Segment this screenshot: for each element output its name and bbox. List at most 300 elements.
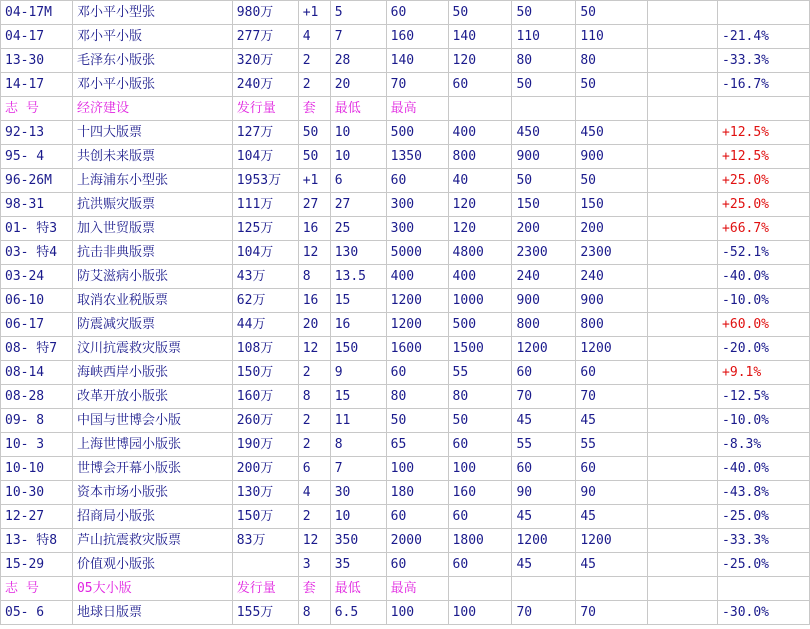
high-price-cell: 300 — [386, 193, 448, 217]
low-price-cell: 6.5 — [330, 601, 386, 625]
price-a-cell: 60 — [448, 433, 512, 457]
issue-quantity-cell: 108万 — [232, 337, 298, 361]
issue-quantity-cell: 62万 — [232, 289, 298, 313]
stamp-id-cell: 01- 特3 — [1, 217, 73, 241]
low-price-cell: 10 — [330, 505, 386, 529]
price-a-cell: 140 — [448, 25, 512, 49]
table-body — [1, 1, 810, 625]
stamp-id-cell: 03- 特4 — [1, 241, 73, 265]
price-b-cell: 80 — [512, 49, 576, 73]
price-b-cell: 200 — [512, 217, 576, 241]
stamp-id-cell: 03-24 — [1, 265, 73, 289]
stamp-id-cell: 98-31 — [1, 193, 73, 217]
set-count-cell: 8 — [298, 385, 330, 409]
name-cell: 邓小平小版 — [72, 25, 232, 49]
change-pct-cell: -33.3% — [718, 49, 810, 73]
section-header-row — [1, 577, 810, 601]
price-b-cell: 45 — [512, 505, 576, 529]
price-c-cell — [576, 577, 648, 601]
high-price-cell: 80 — [386, 385, 448, 409]
blank-cell — [648, 265, 718, 289]
low-price-cell: 16 — [330, 313, 386, 337]
price-b-cell: 50 — [512, 73, 576, 97]
issue-quantity-cell: 1953万 — [232, 169, 298, 193]
table-row — [1, 337, 810, 361]
low-price-cell: 150 — [330, 337, 386, 361]
price-a-cell: 400 — [448, 121, 512, 145]
price-a-cell: 160 — [448, 481, 512, 505]
issue-quantity-cell: 190万 — [232, 433, 298, 457]
name-cell: 中国与世博会小版 — [72, 409, 232, 433]
issue-quantity-cell: 发行量 — [232, 97, 298, 121]
price-b-cell: 800 — [512, 313, 576, 337]
price-c-cell: 150 — [576, 193, 648, 217]
change-pct-cell: -43.8% — [718, 481, 810, 505]
high-price-cell: 1200 — [386, 289, 448, 313]
price-b-cell: 60 — [512, 457, 576, 481]
change-pct-cell: -40.0% — [718, 457, 810, 481]
issue-quantity-cell: 125万 — [232, 217, 298, 241]
name-cell: 资本市场小版张 — [72, 481, 232, 505]
price-c-cell: 50 — [576, 1, 648, 25]
set-count-cell: 6 — [298, 457, 330, 481]
name-cell: 05大小版 — [72, 577, 232, 601]
stamp-id-cell: 06-10 — [1, 289, 73, 313]
stamp-id-cell: 10- 3 — [1, 433, 73, 457]
issue-quantity-cell: 43万 — [232, 265, 298, 289]
low-price-cell: 10 — [330, 121, 386, 145]
price-a-cell: 120 — [448, 217, 512, 241]
blank-cell — [648, 121, 718, 145]
price-a-cell: 500 — [448, 313, 512, 337]
blank-cell — [648, 97, 718, 121]
table-row — [1, 49, 810, 73]
price-c-cell: 800 — [576, 313, 648, 337]
price-a-cell: 80 — [448, 385, 512, 409]
blank-cell — [648, 553, 718, 577]
high-price-cell: 60 — [386, 553, 448, 577]
change-pct-cell: -16.7% — [718, 73, 810, 97]
set-count-cell: 套 — [298, 577, 330, 601]
name-cell: 邓小平小型张 — [72, 1, 232, 25]
high-price-cell: 60 — [386, 505, 448, 529]
issue-quantity-cell: 发行量 — [232, 577, 298, 601]
set-count-cell: +1 — [298, 1, 330, 25]
high-price-cell: 100 — [386, 601, 448, 625]
price-b-cell — [512, 97, 576, 121]
issue-quantity-cell: 155万 — [232, 601, 298, 625]
name-cell: 芦山抗震救灾版票 — [72, 529, 232, 553]
change-pct-cell: +12.5% — [718, 145, 810, 169]
name-cell: 上海世博园小版张 — [72, 433, 232, 457]
name-cell: 共创未来版票 — [72, 145, 232, 169]
blank-cell — [648, 433, 718, 457]
blank-cell — [648, 601, 718, 625]
blank-cell — [648, 505, 718, 529]
change-pct-cell: +25.0% — [718, 193, 810, 217]
name-cell: 海峡西岸小版张 — [72, 361, 232, 385]
stamp-id-cell: 04-17M — [1, 1, 73, 25]
set-count-cell: 20 — [298, 313, 330, 337]
set-count-cell: 50 — [298, 145, 330, 169]
change-pct-cell — [718, 97, 810, 121]
price-a-cell: 4800 — [448, 241, 512, 265]
price-b-cell: 150 — [512, 193, 576, 217]
price-b-cell: 50 — [512, 169, 576, 193]
price-a-cell: 60 — [448, 73, 512, 97]
low-price-cell: 8 — [330, 433, 386, 457]
change-pct-cell: -25.0% — [718, 553, 810, 577]
price-a-cell: 1800 — [448, 529, 512, 553]
set-count-cell: 8 — [298, 265, 330, 289]
issue-quantity-cell: 83万 — [232, 529, 298, 553]
blank-cell — [648, 169, 718, 193]
price-c-cell: 1200 — [576, 529, 648, 553]
low-price-cell: 13.5 — [330, 265, 386, 289]
name-cell: 世博会开幕小版张 — [72, 457, 232, 481]
blank-cell — [648, 25, 718, 49]
high-price-cell: 1350 — [386, 145, 448, 169]
table-row — [1, 505, 810, 529]
blank-cell — [648, 217, 718, 241]
price-c-cell: 60 — [576, 457, 648, 481]
low-price-cell: 30 — [330, 481, 386, 505]
table-row — [1, 193, 810, 217]
blank-cell — [648, 313, 718, 337]
table-row — [1, 169, 810, 193]
stamp-id-cell: 06-17 — [1, 313, 73, 337]
change-pct-cell: -25.0% — [718, 505, 810, 529]
blank-cell — [648, 409, 718, 433]
set-count-cell: 27 — [298, 193, 330, 217]
stamp-id-cell: 志 号 — [1, 577, 73, 601]
set-count-cell: 4 — [298, 481, 330, 505]
name-cell: 加入世贸版票 — [72, 217, 232, 241]
issue-quantity-cell: 104万 — [232, 145, 298, 169]
name-cell: 取消农业税版票 — [72, 289, 232, 313]
low-price-cell: 15 — [330, 385, 386, 409]
stamp-id-cell: 08- 特7 — [1, 337, 73, 361]
price-c-cell: 60 — [576, 361, 648, 385]
name-cell: 十四大版票 — [72, 121, 232, 145]
name-cell: 经济建设 — [72, 97, 232, 121]
stamp-id-cell: 13-30 — [1, 49, 73, 73]
high-price-cell: 1200 — [386, 313, 448, 337]
change-pct-cell: -21.4% — [718, 25, 810, 49]
issue-quantity-cell: 44万 — [232, 313, 298, 337]
price-b-cell: 55 — [512, 433, 576, 457]
issue-quantity-cell: 150万 — [232, 361, 298, 385]
blank-cell — [648, 457, 718, 481]
change-pct-cell: -30.0% — [718, 601, 810, 625]
table-row — [1, 457, 810, 481]
price-b-cell: 2300 — [512, 241, 576, 265]
change-pct-cell: +25.0% — [718, 169, 810, 193]
name-cell: 汶川抗震救灾版票 — [72, 337, 232, 361]
name-cell: 抗击非典版票 — [72, 241, 232, 265]
set-count-cell: 套 — [298, 97, 330, 121]
set-count-cell: 12 — [298, 241, 330, 265]
low-price-cell: 9 — [330, 361, 386, 385]
low-price-cell: 最低 — [330, 577, 386, 601]
price-c-cell: 80 — [576, 49, 648, 73]
stamp-id-cell: 10-10 — [1, 457, 73, 481]
issue-quantity-cell: 111万 — [232, 193, 298, 217]
set-count-cell: 16 — [298, 289, 330, 313]
set-count-cell: 2 — [298, 433, 330, 457]
blank-cell — [648, 1, 718, 25]
blank-cell — [648, 193, 718, 217]
change-pct-cell: -33.3% — [718, 529, 810, 553]
change-pct-cell — [718, 1, 810, 25]
name-cell: 招商局小版张 — [72, 505, 232, 529]
name-cell: 抗洪赈灾版票 — [72, 193, 232, 217]
table-row — [1, 433, 810, 457]
name-cell: 上海浦东小型张 — [72, 169, 232, 193]
stamp-id-cell: 08-14 — [1, 361, 73, 385]
price-b-cell: 70 — [512, 601, 576, 625]
price-c-cell: 200 — [576, 217, 648, 241]
high-price-cell: 65 — [386, 433, 448, 457]
blank-cell — [648, 361, 718, 385]
change-pct-cell: -10.0% — [718, 409, 810, 433]
change-pct-cell: +12.5% — [718, 121, 810, 145]
name-cell: 防艾滋病小版张 — [72, 265, 232, 289]
price-c-cell: 900 — [576, 145, 648, 169]
price-c-cell: 450 — [576, 121, 648, 145]
price-a-cell — [448, 97, 512, 121]
table-row — [1, 25, 810, 49]
high-price-cell: 300 — [386, 217, 448, 241]
name-cell: 地球日版票 — [72, 601, 232, 625]
high-price-cell: 最高 — [386, 97, 448, 121]
stamp-id-cell: 志 号 — [1, 97, 73, 121]
set-count-cell: 2 — [298, 505, 330, 529]
blank-cell — [648, 385, 718, 409]
price-c-cell: 45 — [576, 409, 648, 433]
price-a-cell: 1000 — [448, 289, 512, 313]
name-cell: 防震减灾版票 — [72, 313, 232, 337]
set-count-cell: 4 — [298, 25, 330, 49]
low-price-cell: 25 — [330, 217, 386, 241]
set-count-cell: +1 — [298, 169, 330, 193]
price-a-cell: 800 — [448, 145, 512, 169]
price-a-cell: 50 — [448, 409, 512, 433]
table-row — [1, 73, 810, 97]
blank-cell — [648, 73, 718, 97]
blank-cell — [648, 49, 718, 73]
issue-quantity-cell — [232, 553, 298, 577]
high-price-cell: 70 — [386, 73, 448, 97]
price-c-cell: 900 — [576, 289, 648, 313]
high-price-cell: 180 — [386, 481, 448, 505]
table-row — [1, 481, 810, 505]
set-count-cell: 12 — [298, 529, 330, 553]
low-price-cell: 35 — [330, 553, 386, 577]
name-cell: 改革开放小版张 — [72, 385, 232, 409]
section-header-row — [1, 97, 810, 121]
stamp-id-cell: 13- 特8 — [1, 529, 73, 553]
blank-cell — [648, 337, 718, 361]
low-price-cell: 最低 — [330, 97, 386, 121]
price-c-cell: 45 — [576, 505, 648, 529]
price-c-cell: 70 — [576, 601, 648, 625]
high-price-cell: 100 — [386, 457, 448, 481]
price-c-cell: 70 — [576, 385, 648, 409]
price-c-cell: 50 — [576, 73, 648, 97]
change-pct-cell: -20.0% — [718, 337, 810, 361]
set-count-cell: 2 — [298, 409, 330, 433]
low-price-cell: 7 — [330, 457, 386, 481]
price-c-cell: 90 — [576, 481, 648, 505]
low-price-cell: 10 — [330, 145, 386, 169]
price-b-cell: 1200 — [512, 529, 576, 553]
issue-quantity-cell: 160万 — [232, 385, 298, 409]
price-c-cell: 50 — [576, 169, 648, 193]
price-a-cell: 60 — [448, 553, 512, 577]
table-row — [1, 1, 810, 25]
name-cell: 毛泽东小版张 — [72, 49, 232, 73]
low-price-cell: 28 — [330, 49, 386, 73]
blank-cell — [648, 241, 718, 265]
price-c-cell: 240 — [576, 265, 648, 289]
price-a-cell: 100 — [448, 457, 512, 481]
stamp-id-cell: 95- 4 — [1, 145, 73, 169]
blank-cell — [648, 529, 718, 553]
high-price-cell: 60 — [386, 1, 448, 25]
issue-quantity-cell: 240万 — [232, 73, 298, 97]
price-a-cell: 100 — [448, 601, 512, 625]
high-price-cell: 2000 — [386, 529, 448, 553]
stamp-id-cell: 15-29 — [1, 553, 73, 577]
table-row — [1, 217, 810, 241]
high-price-cell: 50 — [386, 409, 448, 433]
low-price-cell: 20 — [330, 73, 386, 97]
stamp-id-cell: 10-30 — [1, 481, 73, 505]
stamp-id-cell: 08-28 — [1, 385, 73, 409]
price-c-cell: 55 — [576, 433, 648, 457]
high-price-cell: 最高 — [386, 577, 448, 601]
issue-quantity-cell: 104万 — [232, 241, 298, 265]
price-a-cell: 1500 — [448, 337, 512, 361]
set-count-cell: 2 — [298, 361, 330, 385]
table-row — [1, 121, 810, 145]
issue-quantity-cell: 277万 — [232, 25, 298, 49]
issue-quantity-cell: 260万 — [232, 409, 298, 433]
low-price-cell: 27 — [330, 193, 386, 217]
stamp-id-cell: 05- 6 — [1, 601, 73, 625]
table-row — [1, 289, 810, 313]
price-b-cell: 900 — [512, 289, 576, 313]
table-row — [1, 601, 810, 625]
change-pct-cell: +9.1% — [718, 361, 810, 385]
low-price-cell: 15 — [330, 289, 386, 313]
issue-quantity-cell: 320万 — [232, 49, 298, 73]
set-count-cell: 2 — [298, 49, 330, 73]
change-pct-cell: -8.3% — [718, 433, 810, 457]
set-count-cell: 3 — [298, 553, 330, 577]
stamp-id-cell: 96-26M — [1, 169, 73, 193]
price-b-cell: 450 — [512, 121, 576, 145]
price-a-cell: 50 — [448, 1, 512, 25]
price-b-cell: 45 — [512, 553, 576, 577]
change-pct-cell: -10.0% — [718, 289, 810, 313]
table-row — [1, 409, 810, 433]
high-price-cell: 5000 — [386, 241, 448, 265]
issue-quantity-cell: 127万 — [232, 121, 298, 145]
change-pct-cell: +60.0% — [718, 313, 810, 337]
price-b-cell — [512, 577, 576, 601]
low-price-cell: 5 — [330, 1, 386, 25]
issue-quantity-cell: 980万 — [232, 1, 298, 25]
high-price-cell: 160 — [386, 25, 448, 49]
price-c-cell: 110 — [576, 25, 648, 49]
price-c-cell — [576, 97, 648, 121]
blank-cell — [648, 481, 718, 505]
price-b-cell: 1200 — [512, 337, 576, 361]
table-row — [1, 361, 810, 385]
table-row — [1, 529, 810, 553]
low-price-cell: 6 — [330, 169, 386, 193]
stamp-id-cell: 12-27 — [1, 505, 73, 529]
issue-quantity-cell: 150万 — [232, 505, 298, 529]
stamp-id-cell: 04-17 — [1, 25, 73, 49]
high-price-cell: 500 — [386, 121, 448, 145]
stamp-id-cell: 92-13 — [1, 121, 73, 145]
name-cell: 价值观小版张 — [72, 553, 232, 577]
price-a-cell: 60 — [448, 505, 512, 529]
set-count-cell: 16 — [298, 217, 330, 241]
set-count-cell: 50 — [298, 121, 330, 145]
price-a-cell: 120 — [448, 193, 512, 217]
high-price-cell: 60 — [386, 361, 448, 385]
high-price-cell: 400 — [386, 265, 448, 289]
table-row — [1, 241, 810, 265]
change-pct-cell: -40.0% — [718, 265, 810, 289]
table-row — [1, 265, 810, 289]
price-b-cell: 50 — [512, 1, 576, 25]
stamp-id-cell: 09- 8 — [1, 409, 73, 433]
price-c-cell: 45 — [576, 553, 648, 577]
price-c-cell: 1200 — [576, 337, 648, 361]
price-b-cell: 900 — [512, 145, 576, 169]
change-pct-cell — [718, 577, 810, 601]
price-b-cell: 60 — [512, 361, 576, 385]
issue-quantity-cell: 130万 — [232, 481, 298, 505]
low-price-cell: 130 — [330, 241, 386, 265]
price-b-cell: 45 — [512, 409, 576, 433]
price-a-cell: 55 — [448, 361, 512, 385]
issue-quantity-cell: 200万 — [232, 457, 298, 481]
stamp-id-cell: 14-17 — [1, 73, 73, 97]
price-a-cell: 40 — [448, 169, 512, 193]
change-pct-cell: -12.5% — [718, 385, 810, 409]
table-row — [1, 553, 810, 577]
price-a-cell: 120 — [448, 49, 512, 73]
price-c-cell: 2300 — [576, 241, 648, 265]
low-price-cell: 7 — [330, 25, 386, 49]
low-price-cell: 11 — [330, 409, 386, 433]
table-row — [1, 385, 810, 409]
blank-cell — [648, 145, 718, 169]
low-price-cell: 350 — [330, 529, 386, 553]
table-row — [1, 145, 810, 169]
high-price-cell: 60 — [386, 169, 448, 193]
high-price-cell: 140 — [386, 49, 448, 73]
blank-cell — [648, 289, 718, 313]
price-a-cell — [448, 577, 512, 601]
set-count-cell: 2 — [298, 73, 330, 97]
